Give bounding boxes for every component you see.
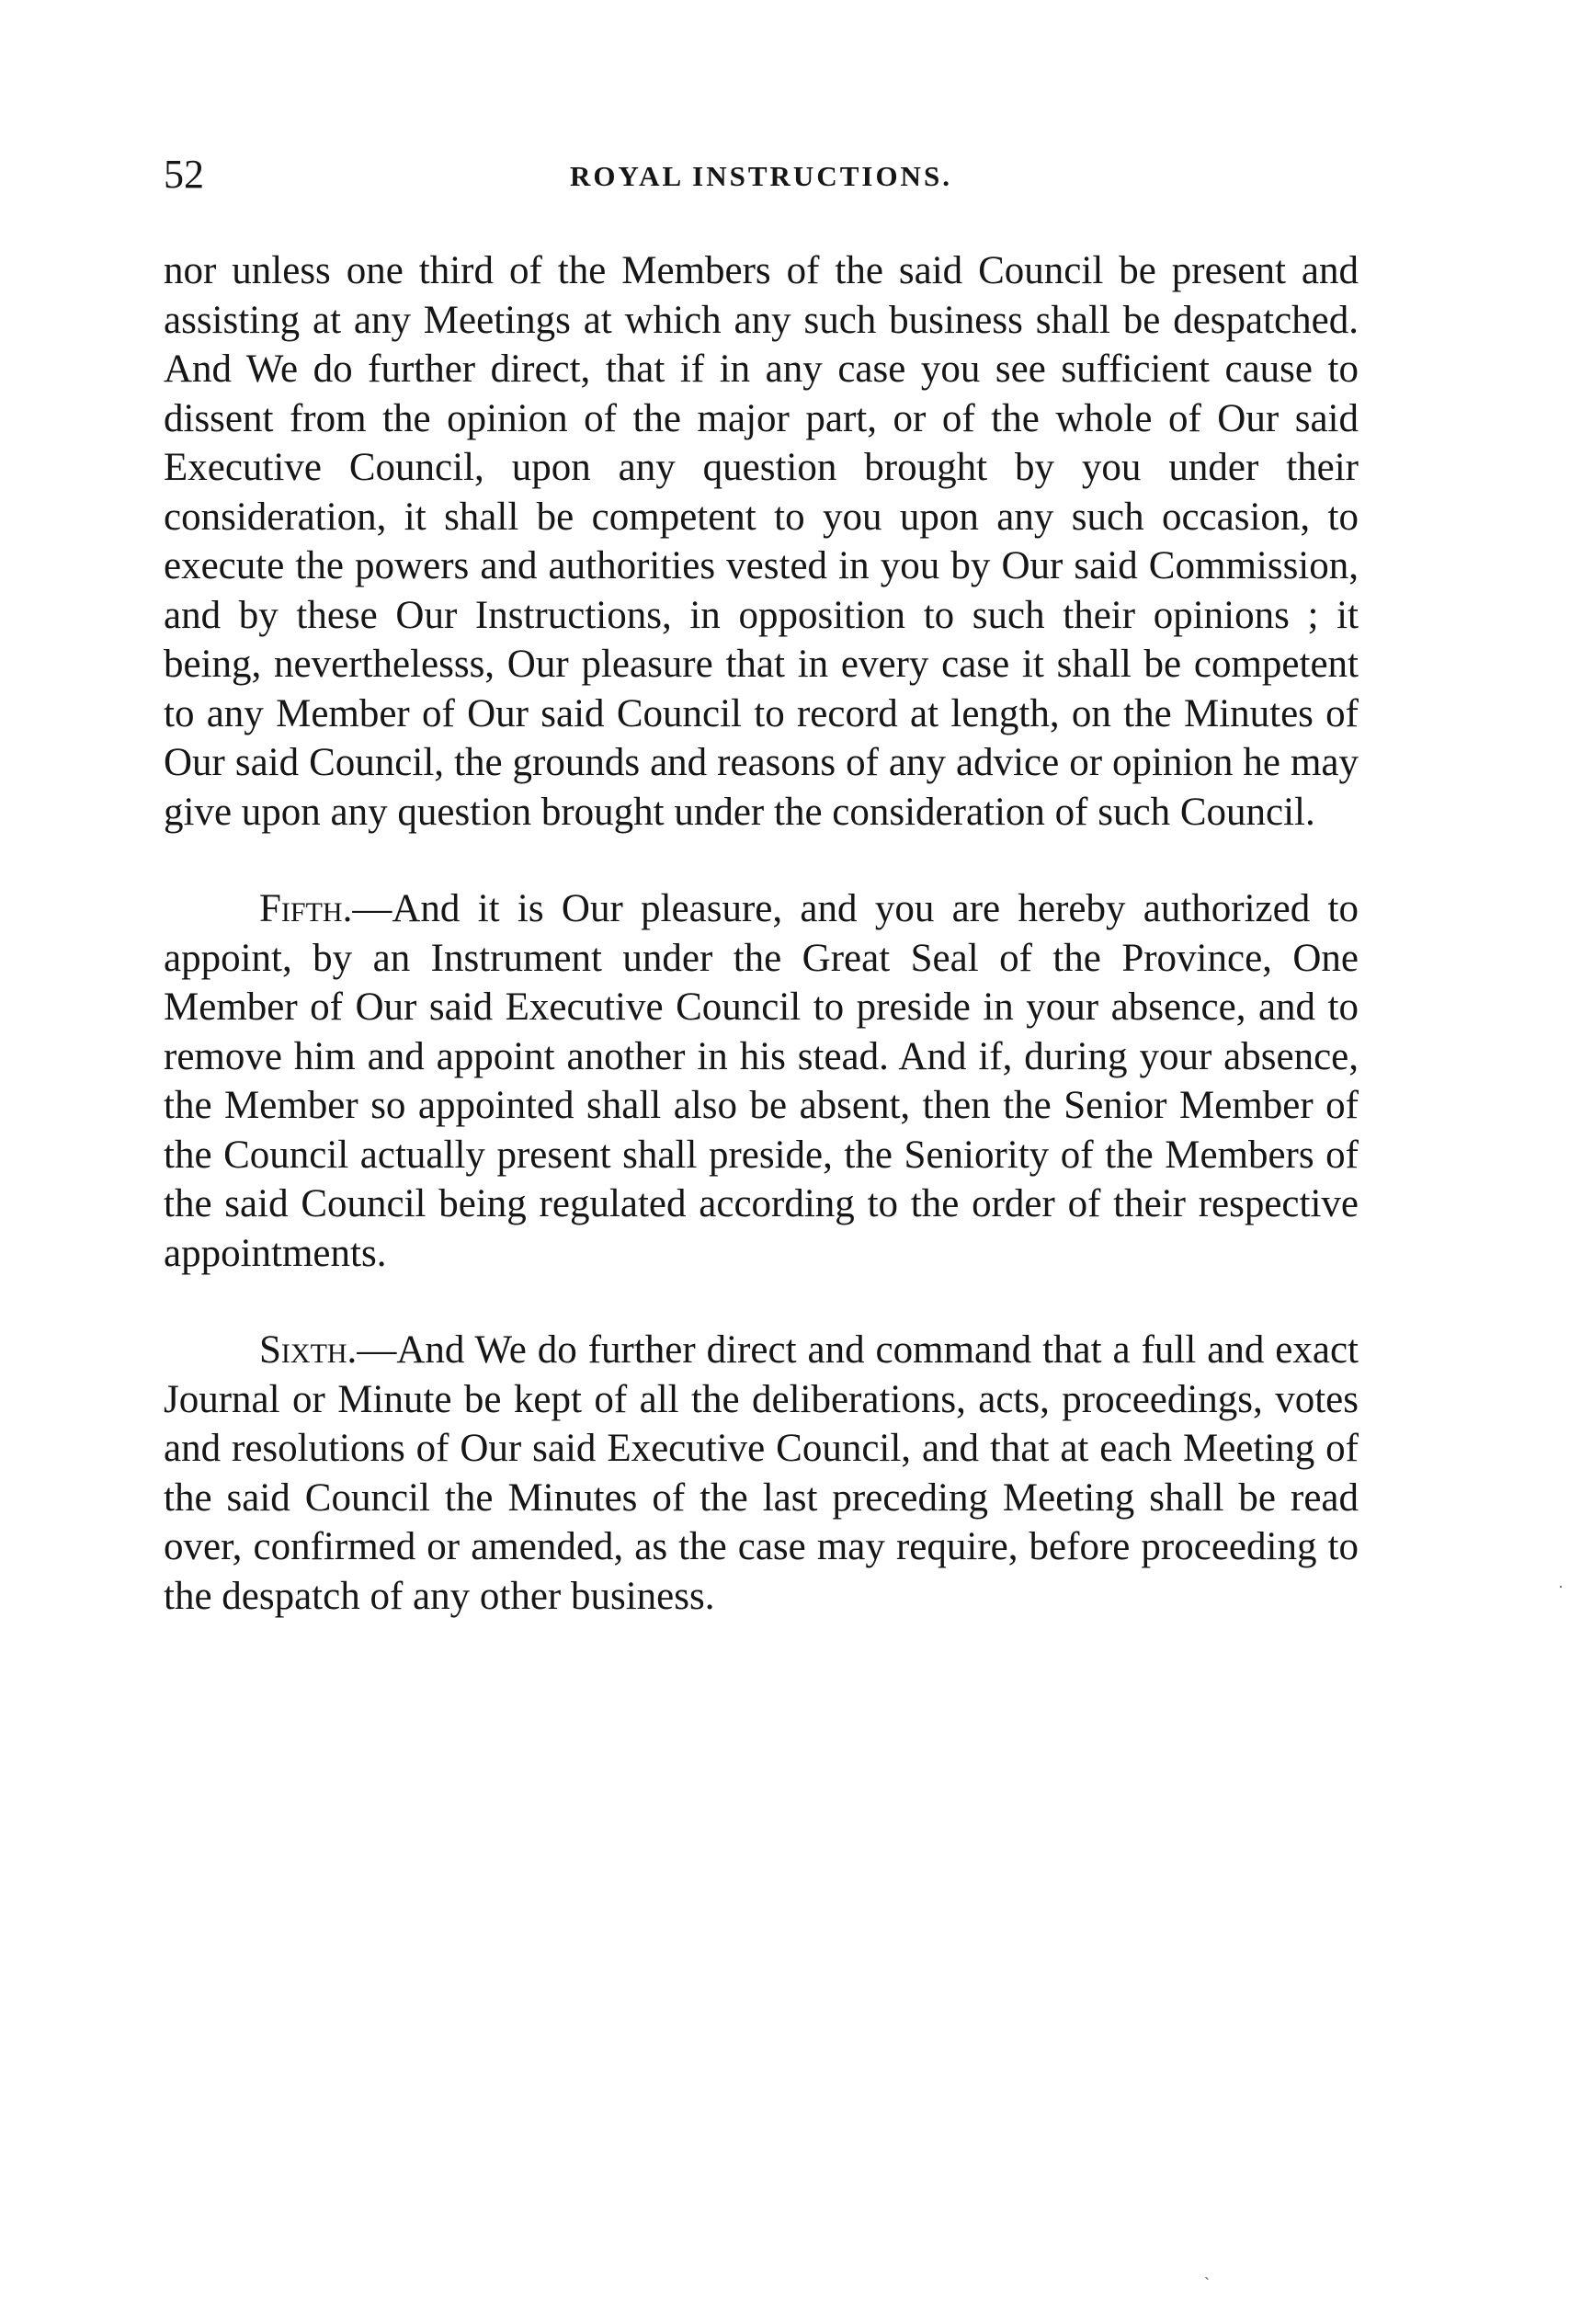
paragraph-text: nor unless one third of the Members of the said Council be present and assisting at any Meetings at which any such business shall be despatched. And We do further direct, that if in any case you see sufficient cause to dissent from the opinion of the major part, or of the whole of Our said Executive Council, upon any question brought by you under their consideration, it shall be competent to you upon any such occasion, to execute the powers and authorities vested in you by Our said Commission, and by these Our Instructions, in opposition to such their opinions ; it being, neverthelesss, Our pleasure that in every case it shall be competent to any Member of Our said Council to record at length, on the Minutes of Our said Council, the grounds and reasons of any advice or opinion he may give upon any question brought under the consideration of such Council. — [164, 249, 1359, 834]
paragraph-sixth — [164, 1326, 1359, 1621]
paragraph-text: —And We do further direct and command that a full and exact Journal or Minute be kept of all the deliberations, acts, proceedings, votes and resolutions of Our said Executive Council, and that at each Meeting of the said Council the Minutes of the last preceding Meeting shall be read over, confirmed or amended, as the case may require, before proceeding to the despatch of any other business. — [164, 1328, 1359, 1618]
page-header — [164, 147, 1359, 202]
paragraph-fifth — [164, 884, 1359, 1278]
paragraph-lead-sixth: Sixth. — [259, 1328, 358, 1372]
scan-speck: · — [1558, 1578, 1564, 1596]
body-text — [164, 246, 1359, 1621]
paragraph-text: —And it is Our pleasure, and you are hereby authorized to appoint, by an Instrument under the Great Seal of the Province, One Member of Our said Executive Council to preside in your absence, and to remove him and appoint another in his stead. And if, during your absence, the Member so appointed shall also be absent, then the Senior Member of the Council actually present shall preside, the Seniority of the Members of the said Council being regulated according to the order of their respective appointments. — [164, 887, 1359, 1275]
scan-speck: ` — [1204, 2274, 1210, 2293]
paragraph-lead-fifth: Fifth. — [259, 887, 353, 930]
page-number: 52 — [164, 152, 204, 197]
running-title: ROYAL INSTRUCTIONS. — [570, 160, 952, 192]
paragraph-continuation — [164, 246, 1359, 837]
